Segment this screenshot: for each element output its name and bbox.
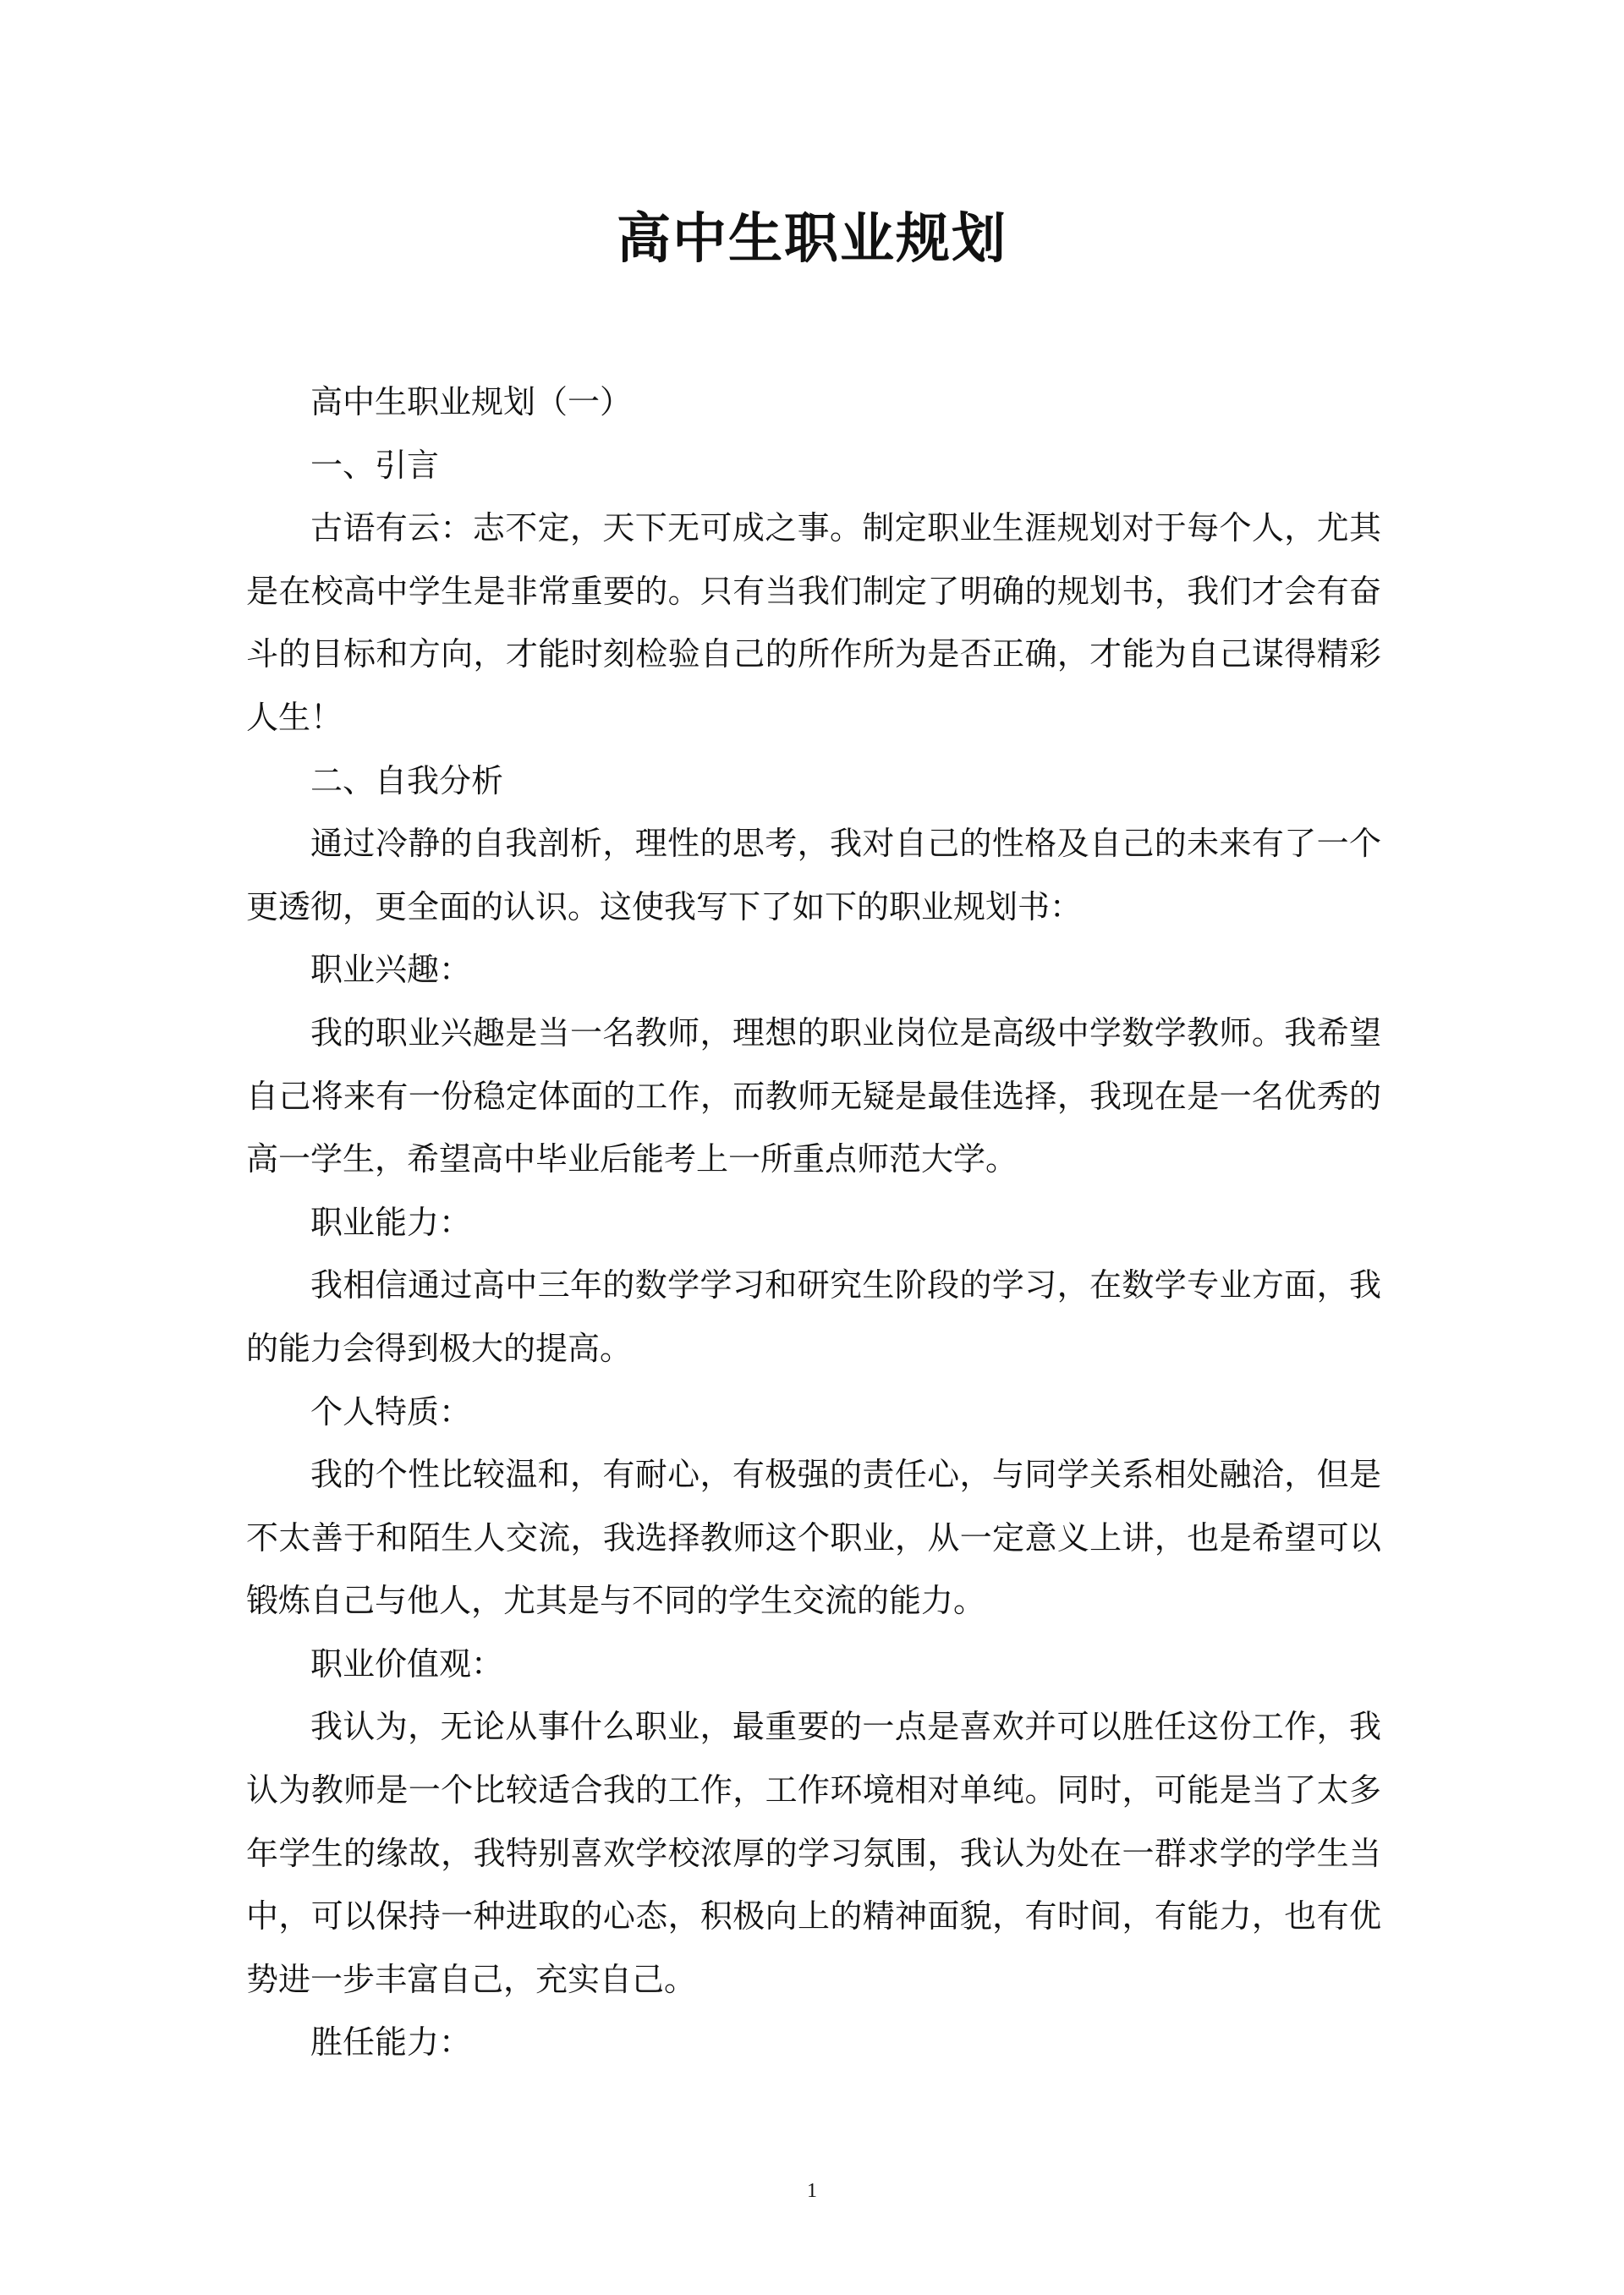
paragraph-personal-traits: 我的个性比较温和，有耐心，有极强的责任心，与同学关系相处融洽，但是不太善于和陌生人交流，我选择教师这个职业，从一定意义上讲，也是希望可以锻炼自己与他人，尤其是与不同的学生交流的能力。 [246,1456,1381,1620]
heading-career-ability: 职业能力： [310,1203,472,1241]
heading-career-values: 职业价值观： [310,1644,504,1683]
document-title: 高中生职业规划 [617,207,1007,271]
heading-self-analysis: 二、自我分析 [310,761,504,799]
paragraph-subtitle: 高中生职业规划（一） [310,383,633,420]
paragraph-career-interest: 我的职业兴趣是当一名教师，理想的职业岗位是高级中学数学教师。我希望自己将来有一份稳定体面的工作，而教师无疑是最佳选择，我现在是一名优秀的高一学生，希望高中毕业后能考上一所重点师范大学。 [246,1013,1381,1178]
document-body [246,371,1381,2074]
page-number: 1 [807,2180,817,2202]
paragraph-career-values: 我认为，无论从事什么职业，最重要的一点是喜欢并可以胜任这份工作，我认为教师是一个比较适合我的工作，工作环境相对单纯。同时，可能是当了太多年学生的缘故，我特别喜欢学校浓厚的学习氛围，我认为处在一群求学的学生当中，可以保持一种进取的心态，积极向上的精神面貌，有时间，有能力，也有优势进一步丰富自己，充实自己。 [246,1708,1381,1998]
paragraph-introduction: 古语有云：志不定，天下无可成之事。制定职业生涯规划对于每个人，尤其是在校高中学生是非常重要的。只有当我们制定了明确的规划书，我们才会有奋斗的目标和方向，才能时刻检验自己的所作所为是否正确，才能为自己谋得精彩人生！ [246,509,1381,736]
heading-competency: 胜任能力： [310,2023,472,2062]
heading-introduction: 一、引言 [310,446,440,484]
paragraph-self-analysis: 通过冷静的自我剖析，理性的思考，我对自己的性格及自己的未来有了一个更透彻，更全面的认识。这使我写下了如下的职业规划书： [246,825,1381,925]
paragraph-career-ability: 我相信通过高中三年的数学学习和研究生阶段的学习，在数学专业方面，我的能力会得到极大的提高。 [246,1266,1381,1367]
heading-career-interest: 职业兴趣： [310,951,472,989]
heading-personal-traits: 个人特质： [310,1392,472,1430]
